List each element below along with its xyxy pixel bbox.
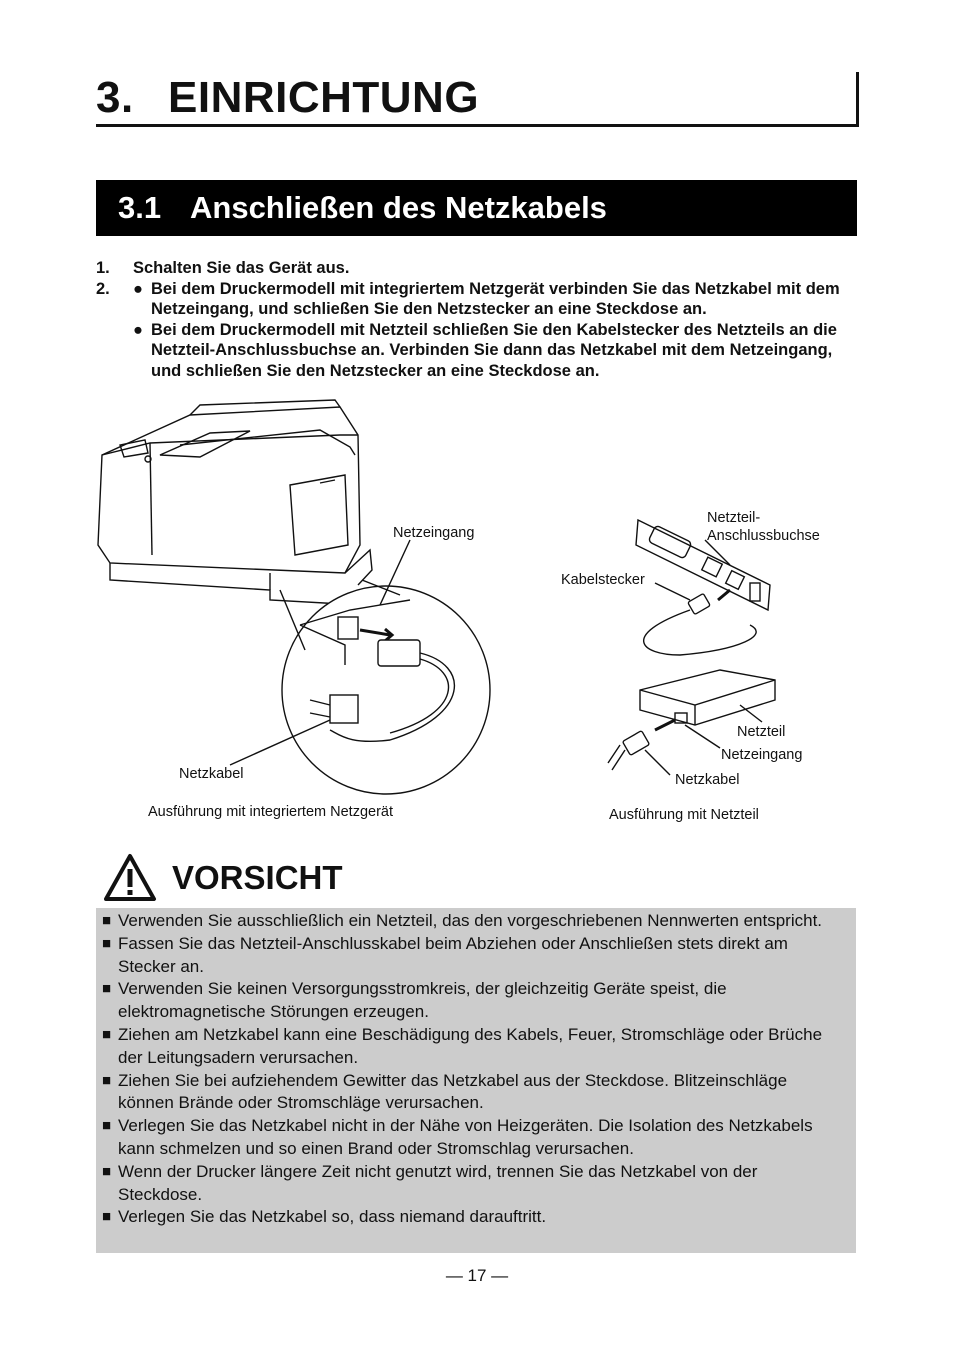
- square-bullet-icon: ■: [102, 1208, 112, 1226]
- warning-item: ■ Verlegen Sie das Netzkabel so, dass niemand darauftritt.: [102, 1206, 846, 1229]
- printer-adapter-illustration: [600, 505, 840, 780]
- square-bullet-icon: ■: [102, 1117, 112, 1135]
- step-text: Schalten Sie das Gerät aus.: [133, 259, 350, 277]
- step-2: [96, 279, 866, 382]
- warning-item: ■ Verwenden Sie keinen Versorgungsstromkreis, der gleichzeitig Geräte speist, die elektromagnetische Störungen erzeugen.: [102, 978, 846, 1024]
- label-netzeingang-left: Netzeingang: [393, 525, 475, 541]
- warning-item: ■ Wenn der Drucker längere Zeit nicht genutzt wird, trennen Sie das Netzkabel von der Steckdose.: [102, 1161, 846, 1207]
- page-number: — 17 —: [445, 1266, 509, 1285]
- step-number: 2.: [96, 279, 110, 298]
- square-bullet-icon: ■: [102, 912, 112, 929]
- bullet-icon: ●: [133, 279, 143, 298]
- warning-item: ■ Fassen Sie das Netzteil-Anschlusskabel beim Abziehen oder Anschließen stets direkt am Stecker an.: [102, 933, 846, 979]
- square-bullet-icon: ■: [102, 980, 112, 998]
- square-bullet-icon: ■: [102, 1162, 112, 1180]
- label-buchse-2: Anschlussbuchse: [707, 528, 820, 544]
- label-netzeingang-right: Netzeingang: [721, 747, 803, 763]
- caption-right: Ausführung mit Netzteil: [609, 807, 759, 823]
- chapter-title-text: EINRICHTUNG: [168, 73, 480, 122]
- warning-title: VORSICHT: [172, 859, 343, 896]
- square-bullet-icon: ■: [102, 1071, 112, 1089]
- label-netzteil: Netzteil: [737, 724, 786, 740]
- label-netzkabel-right: Netzkabel: [675, 772, 740, 788]
- chapter-title: [96, 72, 859, 127]
- label-kabelstecker: Kabelstecker: [561, 572, 645, 588]
- step-bullet: ● Bei dem Druckermodell mit Netzteil schließen Sie den Kabelstecker des Netzteils an die Netzteil-Anschlussbuchse an. Verbinden Sie dann das Netzkabel mit dem Netzeingang, und schließen Sie den Netzstecker an eine Steckdose an.: [133, 320, 837, 380]
- step-number: 1.: [96, 259, 110, 277]
- section-title-text: Anschließen des Netzkabels: [190, 190, 607, 225]
- square-bullet-icon: ■: [102, 934, 112, 952]
- warning-item: ■ Verwenden Sie ausschließlich ein Netzteil, das den vorgeschriebenen Nennwerten entspricht.: [102, 910, 846, 933]
- chapter-number: 3.: [96, 73, 134, 122]
- printer-integrated-illustration: [90, 395, 510, 805]
- section-heading: [96, 180, 857, 236]
- warning-box: [96, 908, 856, 1253]
- warning-triangle-icon: [103, 852, 157, 904]
- warning-item: ■ Verlegen Sie das Netzkabel nicht in der Nähe von Heizgeräten. Die Isolation des Netzkabels kann schmelzen und so einen Brand oder Stromschlag verursachen.: [102, 1115, 846, 1161]
- instruction-steps: [96, 258, 866, 381]
- label-netzkabel-left: Netzkabel: [179, 766, 244, 782]
- warning-item: ■ Ziehen am Netzkabel kann eine Beschädigung des Kabels, Feuer, Stromschläge oder Brüche der Leitungsadern verursachen.: [102, 1024, 846, 1070]
- step-bullet: ● Bei dem Druckermodell mit integriertem Netzgerät verbinden Sie das Netzkabel mit dem Netzeingang, und schließen Sie den Netzstecker an eine Steckdose an.: [133, 279, 840, 318]
- caption-left: Ausführung mit integriertem Netzgerät: [148, 804, 393, 820]
- warning-item: ■ Ziehen Sie bei aufziehendem Gewitter das Netzkabel aus der Steckdose. Blitzeinschläge können Brände oder Stromschläge verursachen.: [102, 1070, 846, 1116]
- step-1: [96, 258, 866, 279]
- square-bullet-icon: ■: [102, 1025, 112, 1043]
- label-buchse-1: Netzteil-: [707, 510, 761, 526]
- section-number: 3.1: [118, 190, 162, 225]
- bullet-icon: ●: [133, 320, 143, 339]
